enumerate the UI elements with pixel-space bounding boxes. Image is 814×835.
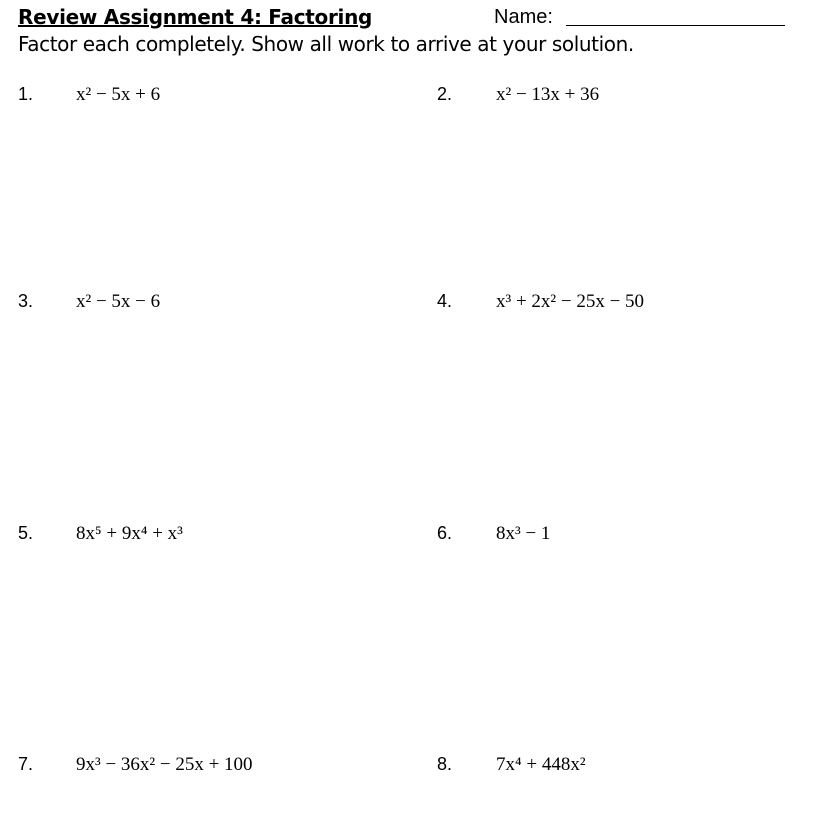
problem-expression: x² − 5x − 6	[76, 291, 161, 312]
problem-number: 6.	[437, 523, 453, 543]
problem-expression: x² − 5x + 6	[76, 84, 161, 105]
problem-number: 1.	[18, 84, 34, 104]
problem-expression: x² − 13x + 36	[496, 84, 600, 105]
problem-expression: x³ + 2x² − 25x − 50	[496, 291, 645, 312]
problem-number: 8.	[437, 754, 453, 774]
instructions: Factor each completely. Show all work to arrive at your solution.	[18, 32, 634, 56]
problem-number: 3.	[18, 291, 34, 311]
problem-number: 4.	[437, 291, 453, 311]
problem-expression: 7x⁴ + 448x²	[496, 754, 586, 775]
problem-expression: 8x³ − 1	[496, 523, 551, 544]
page-title: Review Assignment 4: Factoring	[18, 5, 373, 29]
name-field-line[interactable]	[566, 25, 785, 26]
problem-expression: 8x⁵ + 9x⁴ + x³	[76, 523, 183, 544]
problem-number: 2.	[437, 84, 453, 104]
problem-number: 5.	[18, 523, 34, 543]
name-label: Name:	[494, 6, 553, 28]
problem-expression: 9x³ − 36x² − 25x + 100	[76, 754, 253, 775]
problem-number: 7.	[18, 754, 34, 774]
